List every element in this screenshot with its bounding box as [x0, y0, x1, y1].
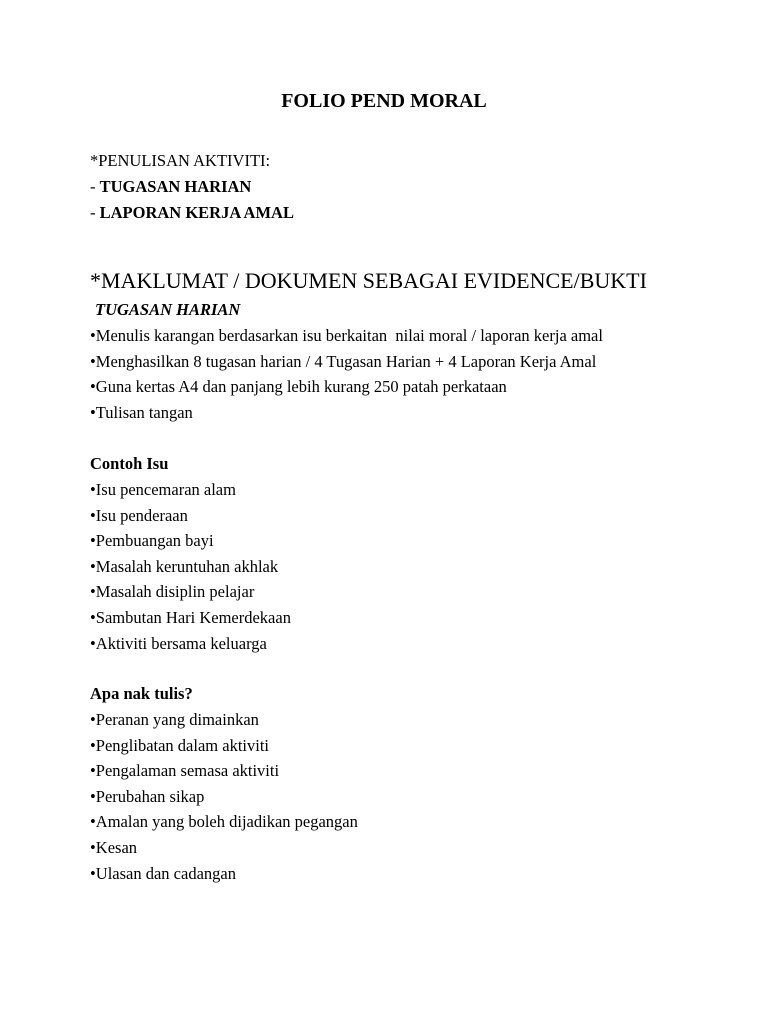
list-item-text: Isu penderaan — [95, 505, 188, 525]
dash-prefix: - — [90, 177, 100, 196]
bullet-glyph: • — [90, 582, 96, 602]
list-item-text: Masalah disiplin pelajar — [95, 582, 255, 602]
bullet-glyph: • — [90, 556, 96, 576]
list-item — [90, 528, 291, 554]
evidence-heading: *MAKLUMAT / DOKUMEN SEBAGAI EVIDENCE/BUKTI — [90, 268, 647, 293]
what-to-write-list — [90, 707, 358, 886]
list-item — [90, 733, 358, 759]
list-item — [90, 784, 358, 810]
list-item — [90, 503, 291, 529]
bullet-glyph: • — [90, 531, 96, 551]
bullet-glyph: • — [90, 786, 96, 806]
list-item — [90, 477, 291, 503]
list-item-text: Kesan — [95, 837, 138, 857]
bullet-glyph: • — [90, 326, 96, 345]
list-item — [90, 861, 358, 887]
list-item-text: Aktiviti bersama keluarga — [95, 633, 267, 653]
list-item-text: Tulisan tangan — [95, 402, 193, 422]
list-item — [90, 349, 603, 375]
bullet-glyph: • — [90, 607, 96, 627]
list-item — [90, 707, 358, 733]
bullet-glyph: • — [90, 402, 96, 422]
activity-item — [90, 200, 294, 226]
bullet-glyph: • — [90, 837, 96, 857]
activity-item-text: LAPORAN KERJA AMAL — [99, 203, 294, 222]
tugasan-list — [90, 323, 603, 425]
bullet-glyph: • — [90, 351, 96, 371]
list-item — [90, 323, 603, 349]
evidence-subheading: TUGASAN HARIAN — [95, 300, 241, 319]
list-item-text: Isu pencemaran alam — [95, 480, 236, 499]
bullet-glyph: • — [90, 761, 96, 781]
list-item — [90, 554, 291, 580]
list-item-text: Amalan yang boleh dijadikan pegangan — [95, 812, 358, 832]
bullet-glyph: • — [90, 710, 96, 729]
list-item — [90, 809, 358, 835]
page-title: FOLIO PEND MORAL — [281, 90, 487, 112]
example-issues-heading: Contoh Isu — [90, 454, 169, 473]
activity-writing-section — [90, 148, 294, 226]
list-item — [90, 400, 603, 426]
example-issues-list — [90, 477, 291, 656]
list-item-text: Perubahan sikap — [95, 786, 205, 806]
list-item-text: Pengalaman semasa aktiviti — [95, 761, 280, 781]
list-item — [90, 605, 291, 631]
bullet-glyph: • — [90, 863, 96, 883]
list-item-text: Peranan yang dimainkan — [95, 710, 259, 729]
bullet-glyph: • — [90, 505, 96, 525]
activity-item — [90, 174, 294, 200]
list-item-text: Pembuangan bayi — [95, 531, 214, 551]
list-item — [90, 758, 358, 784]
list-item-text: Masalah keruntuhan akhlak — [95, 556, 279, 576]
dash-prefix: - — [90, 203, 100, 222]
list-item — [90, 579, 291, 605]
bullet-glyph: • — [90, 480, 96, 499]
what-to-write-heading: Apa nak tulis? — [90, 684, 193, 703]
list-item-text: Guna kertas A4 dan panjang lebih kurang 250 patah perkataan — [95, 377, 507, 397]
list-item-text: Menghasilkan 8 tugasan harian / 4 Tugasan Harian + 4 Laporan Kerja Amal — [95, 351, 597, 371]
list-item-text: Menulis karangan berdasarkan isu berkaitan nilai moral / laporan kerja amal — [95, 326, 603, 345]
bullet-glyph: • — [90, 633, 96, 653]
list-item — [90, 835, 358, 861]
bullet-glyph: • — [90, 377, 96, 397]
activity-writing-label: *PENULISAN AKTIVITI: — [90, 151, 271, 170]
bullet-glyph: • — [90, 812, 96, 832]
list-item-text: Ulasan dan cadangan — [95, 863, 236, 883]
activity-item-text: TUGASAN HARIAN — [99, 177, 252, 196]
list-item — [90, 374, 603, 400]
list-item-text: Sambutan Hari Kemerdekaan — [95, 607, 291, 627]
bullet-glyph: • — [90, 735, 96, 755]
list-item — [90, 631, 291, 657]
list-item-text: Penglibatan dalam aktiviti — [95, 735, 269, 755]
